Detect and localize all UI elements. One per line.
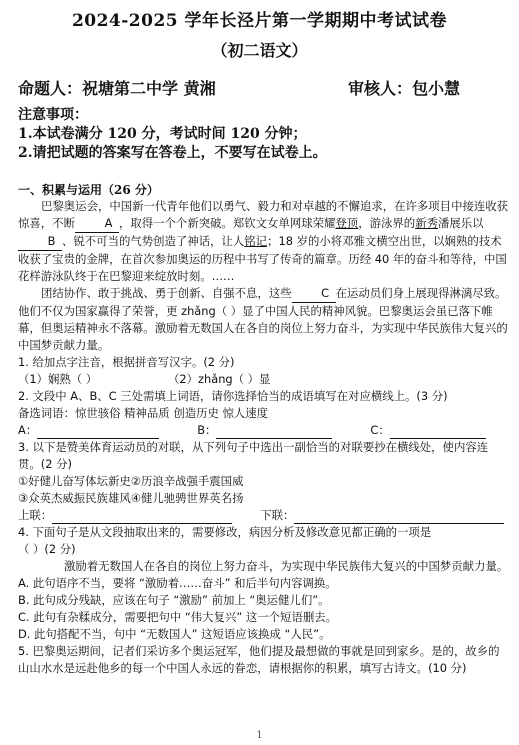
q2-label-b: B： [197,423,217,437]
notes-item-1: 1.本试卷满分 120 分，考试时间 120 分钟； [18,126,307,142]
notes-block [18,106,508,163]
passage-text: 团结协作、敢于挑战、勇于创新、自强不息，这些 [41,286,292,300]
q4-option-a: A. 此句语序不当，要将 “激励着……奋斗” 和后半句内容调换。 [18,576,337,590]
underlined-word: 登顶 [335,216,359,230]
exam-subtitle: （初二语文） [211,41,308,60]
q3-down-label: 下联： [260,508,295,522]
q3-options-1: ①好健儿奋写体坛新史②历浪辛战强手震国威 [18,474,244,488]
page-number: 1 [256,730,263,741]
section-heading: 一、积累与运用（26 分） [18,183,159,197]
passage-text: 巴黎奥运会，中国新一代青年他们以勇气、毅力和对卓越的不懈追求，在许多项目中接连收获惊喜，不断 [18,199,509,230]
q3-up-label: 上联： [18,508,53,522]
question-2: 2. 文段中 A、B、C 三处需填上词语，请你选择恰当的成语填写在对应横线上。(3 分) [18,389,448,403]
passage-text: 潘展乐以 [437,216,484,230]
q2-answer-c[interactable] [390,422,486,439]
passage-text: 、锐不可当的气势创造了神话，让人 [62,234,245,248]
q3-down-answer[interactable] [294,507,504,524]
underlined-word: 铭记 [244,234,268,248]
q4-option-c: C. 此句有杂糅成分，需要把句中 “伟大复兴” 这一个短语删去。 [18,610,338,624]
author: 命题人：祝塘第二中学 黄湘 [18,79,216,98]
question-4: 4. 下面句子是从文段抽取出来的，需要修改，病因分析及修改意见都正确的一项是 [18,525,432,539]
q3-up-answer[interactable] [52,507,232,524]
question-3: 3. 以下是赞美体育运动员的对联，从下列句子中选出一副恰当的对联要抄在横线处，使内容连贯。(2 分) [18,440,489,471]
q4-score: （ ）(2 分) [18,542,76,556]
question-5: 5. 巴黎奥运期间，记者们采访多个奥运冠军，他们提及最想做的事就是回到家乡。是的，故乡的山山水水是远赴他乡的每一个中国人永远的眷恋，请根据你的积累，填写古诗文。(10 分) [18,644,500,675]
blank-b[interactable]: B [18,233,62,251]
exam-title: 2024-2025 学年长泾片第一学期期中考试试卷 [71,11,448,31]
q2-answer-lines [18,422,510,439]
q4-sentence: 激励着无数国人在各自的岗位上努力奋斗，为实现中华民族伟大复兴的中国梦贡献力量。 [64,559,509,573]
notes-item-2: 2.请把试题的答案写在答卷上，不要写在试卷上。 [18,145,327,161]
passage-text: ，取得一个个新突破。郑钦文女单网球荣耀 [118,216,336,230]
q4-option-b: B. 此句成分残缺，应该在句子 “激励” 前加上 “奥运健儿们”。 [18,593,330,607]
passage-text: 在运动员们身上展现得淋漓尽致。他们不仅为国家赢得了荣誉，更 zhǎng（ ）显了中国人民的精神风貌。巴黎奥运会虽已落下帷幕，但奥运精神永不落幕。激励着无数国人在各自的岗位上努力奋斗，为实现中华民族伟大复兴的中国梦贡献力量。 [18,286,508,352]
question-1-items [18,371,510,388]
section-body [18,198,510,677]
blank-c[interactable]: C [292,285,336,303]
passage-text: ；18 岁的小将邓雅文横空出世，以娴熟的技术收获了宝贵的金牌，在首次参加奥运的历程中书写了传奇的篇章。历经 40 年的奋斗和等待，中国花样游泳队终于在巴黎迎来绽放时刻。…… [18,234,507,283]
q1-item-a: （1）娴熟（ ） [18,372,98,386]
underlined-word: 新秀 [415,216,438,230]
q2-label-a: A： [18,423,38,437]
q2-label-c: C： [370,423,390,437]
passage-paragraph-2 [18,285,510,354]
q4-option-d: D. 此句搭配不当，句中 “无数国人” 这短语应该换成 “人民”。 [18,627,331,641]
blank-a[interactable]: A [75,215,119,233]
reviewer: 审核人：包小慧 [348,79,461,98]
notes-heading: 注意事项： [18,107,88,123]
q2-answer-b[interactable] [216,422,332,439]
q2-answer-a[interactable] [37,422,159,439]
q1-item-b: （2）zhǎng（ ）显 [168,372,271,386]
passage-paragraph-1 [18,198,510,285]
q3-options-2: ③众英杰威振民族雄风④健儿驰骋世界英名扬 [18,491,244,505]
q3-answer-lines [18,507,510,524]
passage-text: ，游泳界的 [358,216,416,230]
authors-line [18,76,508,99]
q2-options: 备选词语：惊世骇俗 精神品质 创造历史 惊人速度 [18,406,269,420]
question-1: 1. 给加点字注音，根据拼音写汉字。(2 分) [18,355,235,369]
